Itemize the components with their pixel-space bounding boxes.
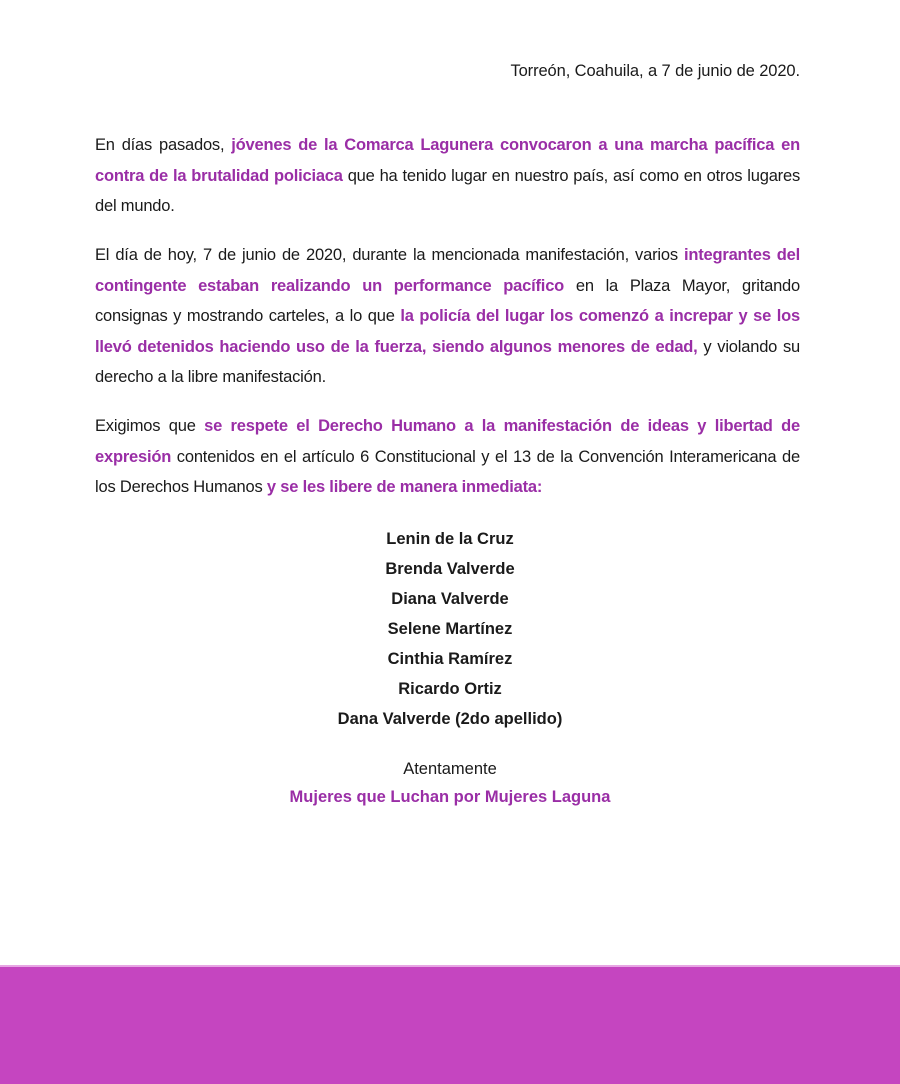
detained-name: Ricardo Ortiz <box>398 680 502 698</box>
highlighted-segment: jóvenes de la Comarca Lagunera convocaron a una marcha pacífica en contra de la brutalidad policiaca <box>95 136 800 185</box>
highlighted-segment: la policía del lugar los comenzó a increpar y se los llevó detenidos haciendo uso de la fuerza, siendo algunos menores de edad, <box>95 307 800 356</box>
closing-salutation: Atentamente <box>403 760 497 778</box>
paragraph-arrest <box>95 240 800 393</box>
text-segment: En días pasados, <box>95 136 232 154</box>
detained-name: Dana Valverde (2do apellido) <box>337 710 563 728</box>
detained-name: Lenin de la Cruz <box>386 530 514 548</box>
highlighted-segment: integrantes del contingente estaban realizando un performance pacífico <box>95 246 800 295</box>
paragraph-march <box>95 130 800 222</box>
text-segment: en la Plaza Mayor, gritando consignas y mostrando carteles, a lo que <box>95 276 801 325</box>
detained-name: Selene Martínez <box>387 620 513 638</box>
detained-names-list <box>0 524 900 734</box>
detained-name: Brenda Valverde <box>385 560 515 578</box>
footer-color-band <box>0 965 900 1084</box>
detained-name: Diana Valverde <box>391 590 509 608</box>
highlighted-segment: se respete el Derecho Humano a la manifestación de ideas y libertad de expresión <box>95 417 800 466</box>
highlighted-segment: y se les libere de manera inmediata: <box>266 478 543 496</box>
signature-organization: Mujeres que Luchan por Mujeres Laguna <box>289 788 611 806</box>
paragraph-demand <box>95 411 800 503</box>
detained-name: Cinthia Ramírez <box>387 650 513 668</box>
date-line: Torreón, Coahuila, a 7 de junio de 2020. <box>510 62 800 80</box>
text-segment: y violando su derecho a la libre manifestación. <box>95 337 801 386</box>
text-segment: El día de hoy, 7 de junio de 2020, durante la mencionada manifestación, varios <box>95 246 684 264</box>
text-segment: contenidos en el artículo 6 Constitucional y el 13 de la Convención Interamericana de los Derechos Humanos <box>95 447 800 496</box>
text-segment: que ha tenido lugar en nuestro país, así como en otros lugares del mundo. <box>95 166 800 215</box>
text-segment: Exigimos que <box>95 417 205 435</box>
